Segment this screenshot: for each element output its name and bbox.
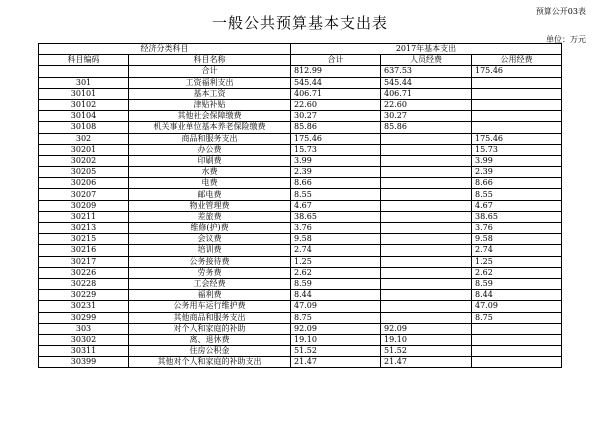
cell-total: 92.09 [291,323,381,334]
unit-label: 单位：万元 [546,35,586,44]
cell-name: 工资福利支出 [129,77,291,88]
cell-personnel [381,200,472,211]
cell-personnel [381,189,472,200]
table-row [39,111,562,122]
cell-total: 15.73 [291,144,381,155]
cell-personnel [381,234,472,245]
cell-total: 19.10 [291,334,381,345]
table-row [39,77,562,88]
header-total: 合计 [291,55,381,66]
cell-name: 商品和服务支出 [129,133,291,144]
cell-total: 2.39 [291,167,381,178]
cell-code: 30202 [39,155,129,166]
cell-total: 9.58 [291,234,381,245]
cell-public: 175.46 [472,133,562,144]
cell-name: 其他对个人和家庭的补助支出 [129,357,291,368]
cell-total: 2.74 [291,245,381,256]
cell-name: 离、退休费 [129,334,291,345]
cell-public: 15.73 [472,144,562,155]
cell-name: 对个人和家庭的补助 [129,323,291,334]
cell-name: 基本工资 [129,88,291,99]
cell-name: 其他社会保障缴费 [129,111,291,122]
table-row [39,301,562,312]
cell-code: 30231 [39,301,129,312]
cell-public: 8.55 [472,189,562,200]
header-economic-classification: 经济分类科目 [39,44,291,55]
header-row-columns [39,55,562,66]
cell-name: 电费 [129,178,291,189]
cell-personnel: 21.47 [381,357,472,368]
cell-public: 4.67 [472,200,562,211]
cell-name: 公务接待费 [129,256,291,267]
cell-code: 30399 [39,357,129,368]
cell-public: 8.44 [472,290,562,301]
form-number: 预算公开03表 [535,7,586,16]
cell-code: 30205 [39,167,129,178]
cell-total: 4.67 [291,200,381,211]
cell-personnel [381,245,472,256]
cell-personnel: 406.71 [381,88,472,99]
cell-public [472,77,562,88]
cell-public: 8.66 [472,178,562,189]
cell-code: 30299 [39,312,129,323]
cell-name: 印刷费 [129,155,291,166]
cell-total: 545.44 [291,77,381,88]
cell-code: 30302 [39,334,129,345]
cell-personnel [381,211,472,222]
cell-personnel [381,155,472,166]
cell-name: 福利费 [129,290,291,301]
cell-total: 8.44 [291,290,381,301]
cell-personnel: 30.27 [381,111,472,122]
budget-table [38,43,562,368]
cell-name: 合计 [129,66,291,77]
table-row [39,200,562,211]
cell-total: 1.25 [291,256,381,267]
cell-total: 8.75 [291,312,381,323]
table-row [39,346,562,357]
table-row [39,278,562,289]
cell-name: 会议费 [129,234,291,245]
cell-personnel [381,144,472,155]
cell-total: 812.99 [291,66,381,77]
cell-code: 30108 [39,122,129,133]
table-row [39,211,562,222]
cell-public: 3.76 [472,223,562,234]
cell-total: 51.52 [291,346,381,357]
table-row [39,245,562,256]
cell-total: 406.71 [291,88,381,99]
table-row [39,334,562,345]
table-row [39,189,562,200]
cell-public [472,122,562,133]
cell-total: 3.76 [291,223,381,234]
cell-public [472,99,562,110]
table-row [39,312,562,323]
cell-personnel: 19.10 [381,334,472,345]
cell-total: 47.09 [291,301,381,312]
table-row [39,178,562,189]
cell-public [472,334,562,345]
cell-public [472,88,562,99]
header-row-group [39,44,562,55]
cell-public: 2.39 [472,167,562,178]
table-row [39,155,562,166]
cell-total: 8.55 [291,189,381,200]
cell-total: 21.47 [291,357,381,368]
cell-public: 3.99 [472,155,562,166]
cell-total: 38.65 [291,211,381,222]
cell-code: 30201 [39,144,129,155]
cell-public [472,111,562,122]
cell-code: 30226 [39,267,129,278]
cell-personnel [381,133,472,144]
table-row [39,144,562,155]
cell-personnel [381,278,472,289]
cell-code: 30215 [39,234,129,245]
header-basic-expenditure: 2017年基本支出 [291,44,562,55]
cell-personnel [381,312,472,323]
table-row [39,323,562,334]
table-row [39,267,562,278]
table-row [39,122,562,133]
cell-total: 85.86 [291,122,381,133]
cell-code: 30211 [39,211,129,222]
cell-name: 邮电费 [129,189,291,200]
cell-code: 30207 [39,189,129,200]
cell-code: 30229 [39,290,129,301]
cell-name: 机关事业单位基本养老保险缴费 [129,122,291,133]
cell-code: 30104 [39,111,129,122]
cell-personnel: 637.53 [381,66,472,77]
cell-personnel [381,301,472,312]
cell-personnel [381,267,472,278]
cell-personnel [381,256,472,267]
cell-code: 30209 [39,200,129,211]
cell-name: 办公费 [129,144,291,155]
cell-code: 30206 [39,178,129,189]
cell-name: 住房公积金 [129,346,291,357]
cell-code: 303 [39,323,129,334]
header-code: 科目编码 [39,55,129,66]
cell-name: 劳务费 [129,267,291,278]
cell-code: 30102 [39,99,129,110]
table-row [39,167,562,178]
cell-personnel: 51.52 [381,346,472,357]
cell-personnel [381,223,472,234]
table-row [39,99,562,110]
cell-total: 30.27 [291,111,381,122]
cell-personnel: 92.09 [381,323,472,334]
table-row [39,66,562,77]
cell-code: 30216 [39,245,129,256]
cell-public: 47.09 [472,301,562,312]
cell-code: 301 [39,77,129,88]
table-row [39,290,562,301]
cell-code: 30213 [39,223,129,234]
header-name: 科目名称 [129,55,291,66]
cell-public [472,357,562,368]
cell-public [472,346,562,357]
cell-code: 302 [39,133,129,144]
cell-total: 8.66 [291,178,381,189]
cell-public: 1.25 [472,256,562,267]
cell-total: 3.99 [291,155,381,166]
cell-public: 175.46 [472,66,562,77]
cell-public: 2.74 [472,245,562,256]
cell-total: 2.62 [291,267,381,278]
table-row [39,223,562,234]
table-row [39,256,562,267]
cell-total: 22.60 [291,99,381,110]
cell-name: 培训费 [129,245,291,256]
cell-code: 30228 [39,278,129,289]
cell-personnel [381,178,472,189]
header-public: 公用经费 [472,55,562,66]
cell-public: 8.75 [472,312,562,323]
header-personnel: 人员经费 [381,55,472,66]
cell-name: 工会经费 [129,278,291,289]
cell-public: 9.58 [472,234,562,245]
cell-personnel: 22.60 [381,99,472,110]
cell-public [472,323,562,334]
cell-personnel: 85.86 [381,122,472,133]
cell-code: 30311 [39,346,129,357]
cell-personnel: 545.44 [381,77,472,88]
cell-name: 其他商品和服务支出 [129,312,291,323]
table-row [39,357,562,368]
budget-table-body [39,44,562,368]
table-row [39,88,562,99]
cell-code [39,66,129,77]
cell-public: 8.59 [472,278,562,289]
cell-name: 公务用车运行维护费 [129,301,291,312]
cell-name: 津贴补贴 [129,99,291,110]
cell-public: 2.62 [472,267,562,278]
cell-personnel [381,290,472,301]
table-row [39,133,562,144]
cell-public: 38.65 [472,211,562,222]
cell-total: 8.59 [291,278,381,289]
table-row [39,234,562,245]
cell-personnel [381,167,472,178]
page-title: 一般公共预算基本支出表 [211,14,388,32]
cell-total: 175.46 [291,133,381,144]
cell-name: 差旅费 [129,211,291,222]
cell-code: 30101 [39,88,129,99]
cell-name: 物业管理费 [129,200,291,211]
cell-name: 维修(护)费 [129,223,291,234]
cell-name: 水费 [129,167,291,178]
cell-code: 30217 [39,256,129,267]
